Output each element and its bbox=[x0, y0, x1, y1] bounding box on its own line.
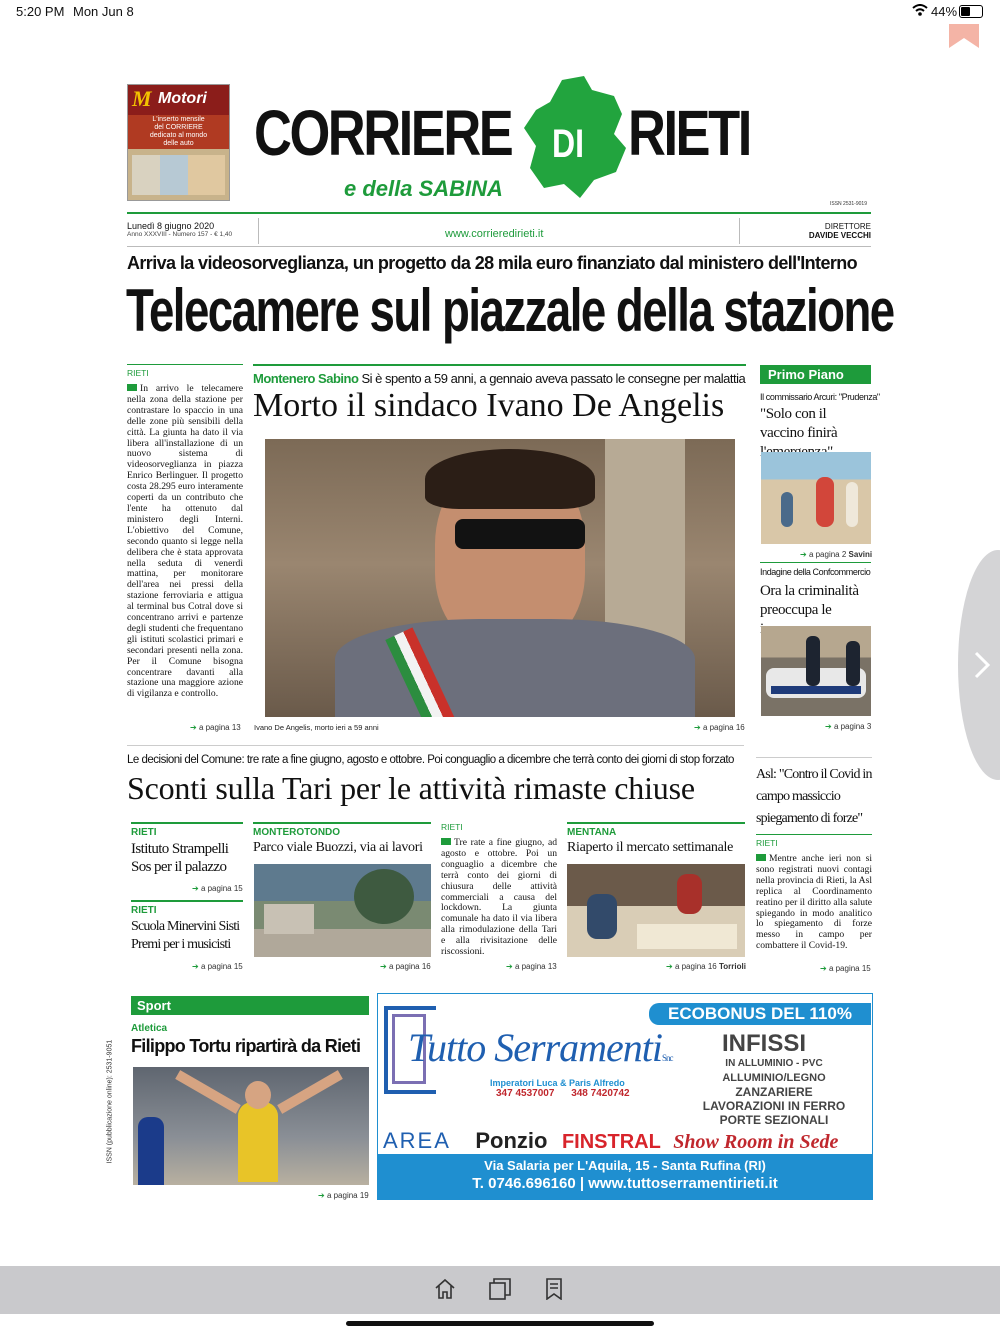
brief1-headline: Istituto Strampelli Sos per il palazzo bbox=[131, 841, 229, 875]
masthead-rieti: RIETI bbox=[628, 97, 750, 169]
sport-section: Atletica bbox=[131, 1023, 168, 1034]
tari-body: Tre rate a fine giugno, ad agosto e ottobre. Poi un conguaglio a dicembre che terrà conto dei giorni di chiusura delle attività commerciali a causa del lockdown. La giunta comunale ha dato il via libera alla rimodulazione della Tari e alla rivisitazione delle riscossioni. bbox=[441, 837, 557, 958]
motori-sub3: dedicato al mondo bbox=[149, 132, 208, 139]
brief1-ref[interactable]: ➔ a pagina 15 bbox=[192, 884, 243, 893]
status-bar bbox=[0, 0, 1000, 24]
tari-kicker[interactable]: Le decisioni del Comune: tre rate a fine giugno, agosto e ottobre. Poi conguaglio a dicembre che terrà conto dei giorni di stop forzato bbox=[127, 754, 734, 766]
arrow-right-icon: ➔ bbox=[666, 962, 675, 971]
brief-strampelli[interactable] bbox=[131, 822, 243, 876]
covid-body: Mentre anche ieri non si sono registrati nuovi contagi nella provincia di Rieti, la Asl replica al Coordinamento reatino per il diritto alla salute spiegando in modo analitico lo spiegamento di forze messo in campo per combattere il Covid-19. bbox=[756, 853, 872, 952]
brief4-ref[interactable]: ➔ a pagina 16 Torrioli bbox=[666, 962, 746, 971]
pp-story1-headline[interactable]: "Solo con il vaccino finirà bbox=[760, 406, 838, 441]
motori-logo-icon: M bbox=[132, 86, 152, 111]
brief1-section: RIETI bbox=[131, 827, 157, 838]
pp-story2-ref[interactable]: ➔ a pagina 3 bbox=[825, 722, 872, 731]
sport-ref[interactable]: ➔ a pagina 19 bbox=[318, 1191, 369, 1200]
lead-body: In arrivo le telecamere nella zona della stazione per contrastare lo spaccio in una delle zone più sensibili della città. La giunta ha dato il via libera all'installazione di un nuovo sistema di videosorveglianza in piazza Enrico Berlinguer. Il progetto costa 28.295 euro interamente coperti da un contributo che l'ente ha ottenuto dal ministero degli Interni. L'obiettivo del Comune, secondo quanto si legge nella delibera che è stata approvata nella seduta di venerdì mattina, per monitorare dell'area nei pressi della stazione ferroviaria e attigua al terminal bus Cotral dove si concentrano arrivi e partenze degli studenti che frequentano gli istituti scolastici primari e secondari presenti nella zona. Per il Comune bisogna concentrare davanti alla stazione una maggiore azione di vigilanza e controllo. bbox=[127, 383, 243, 700]
arrow-right-icon: ➔ bbox=[192, 962, 201, 971]
issue-date: Lunedì 8 giugno 2020 bbox=[127, 221, 215, 231]
ad-line2: ALLUMINIO/LEGNO bbox=[722, 1072, 826, 1084]
masthead bbox=[254, 76, 794, 206]
advertisement-tutto-serramenti[interactable] bbox=[377, 993, 873, 1200]
tari-section: RIETI bbox=[441, 822, 463, 832]
ad-showroom: Show Room in Sede bbox=[673, 1131, 839, 1153]
ad-line5: PORTE SEZIONALI bbox=[719, 1113, 829, 1127]
brief3-ref[interactable]: ➔ a pagina 16 bbox=[380, 962, 431, 971]
arrow-right-icon: ➔ bbox=[192, 884, 201, 893]
motori-sub4: delle auto bbox=[163, 140, 194, 147]
sport-photo[interactable] bbox=[133, 1067, 369, 1185]
brief2-headline: Scuola Minervini Sisti Premi per i musicisti bbox=[131, 919, 240, 952]
ad-phone-web: T. 0746.696160 | www.tuttoserramentirieti.it bbox=[472, 1175, 778, 1192]
masthead-di: DI bbox=[552, 122, 584, 166]
lead-headline[interactable]: Telecamere sul piazzale della stazione bbox=[126, 277, 894, 344]
brief2-ref[interactable]: ➔ a pagina 15 bbox=[192, 962, 243, 971]
covid-article[interactable] bbox=[756, 757, 872, 952]
ad-owners: Imperatori Luca & Paris Alfredo bbox=[490, 1078, 625, 1088]
sport-article[interactable] bbox=[131, 996, 369, 1057]
bottom-toolbar bbox=[0, 1266, 1000, 1314]
arrow-right-icon: ➔ bbox=[190, 723, 199, 732]
sport-headline: Filippo Tortu ripartirà da Rieti bbox=[131, 1036, 361, 1056]
ad-line4: LAVORAZIONI IN FERRO bbox=[702, 1099, 846, 1113]
ad-brand: Tutto Serramenti bbox=[408, 1025, 663, 1070]
ad-infissi: INFISSI bbox=[722, 1030, 807, 1057]
lead-kicker[interactable]: Arriva la videosorveglianza, un progetto da 28 mila euro finanziato dal ministero dell'Interno bbox=[127, 253, 858, 273]
sindaco-ref[interactable]: ➔ a pagina 16 bbox=[694, 723, 745, 732]
brief-mentana[interactable] bbox=[567, 822, 745, 857]
battery-icon bbox=[959, 5, 983, 18]
ad-logo-ponzio: Ponzio bbox=[475, 1128, 548, 1153]
wifi-icon bbox=[912, 4, 928, 19]
status-date: Mon Jun 8 bbox=[73, 4, 134, 19]
brief3-headline: Parco viale Buozzi, via ai lavori bbox=[253, 840, 423, 855]
sport-label: Sport bbox=[131, 996, 369, 1015]
primo-piano-label: Primo Piano bbox=[760, 365, 871, 384]
masthead-subtitle: e della SABINA bbox=[344, 176, 503, 201]
sindaco-photo[interactable] bbox=[265, 439, 735, 717]
chevron-right-icon bbox=[972, 650, 992, 680]
arrow-right-icon: ➔ bbox=[825, 722, 834, 731]
ad-brand-suffix: Snc bbox=[662, 1053, 673, 1063]
brief3-section: MONTEROTONDO bbox=[253, 827, 341, 838]
primo-piano-column bbox=[760, 365, 880, 462]
pages-icon[interactable] bbox=[488, 1278, 512, 1305]
covid-ref[interactable]: ➔ a pagina 15 bbox=[820, 964, 871, 973]
ad-address: Via Salaria per L'Aquila, 15 - Santa Rufina (RI) bbox=[484, 1158, 766, 1173]
bullet-square-icon bbox=[756, 854, 766, 861]
battery-percent: 44% bbox=[931, 4, 958, 19]
website-link[interactable]: www.corrieredirieti.it bbox=[445, 228, 544, 240]
masthead-corriere: CORRIERE bbox=[254, 97, 512, 169]
next-page-tab[interactable] bbox=[958, 550, 1000, 780]
sindaco-kicker: Si è spento a 59 anni, a gennaio aveva passato le consegne per malattia bbox=[361, 371, 746, 386]
director-label: DIRETTORE bbox=[824, 222, 871, 231]
arrow-right-icon: ➔ bbox=[694, 723, 703, 732]
bookmark-ribbon-icon[interactable] bbox=[949, 24, 979, 53]
brief3-photo[interactable] bbox=[254, 864, 431, 957]
bullet-square-icon bbox=[441, 838, 451, 845]
bullet-square-icon bbox=[127, 384, 137, 391]
motori-title: Motori bbox=[158, 90, 207, 107]
ad-phone1: 347 4537007 bbox=[496, 1088, 555, 1099]
lead-article[interactable] bbox=[127, 364, 243, 700]
dateline-bar bbox=[127, 212, 871, 247]
side-issn: ISSN (pubblicazione online): 2531-9051 bbox=[106, 1039, 114, 1164]
pp-story2-kicker[interactable]: Indagine della Confcommercio bbox=[760, 567, 871, 577]
covid-headline: Asl: "Contro il Covid in campo massiccio spiegamento di forze" bbox=[756, 767, 872, 826]
ad-phone2: 348 7420742 bbox=[571, 1088, 630, 1099]
issue-number: Anno XXXVIII - Numero 157 - € 1,40 bbox=[127, 231, 233, 238]
brief-minervini[interactable] bbox=[131, 900, 243, 954]
pp-story1-photo[interactable] bbox=[761, 452, 871, 544]
sindaco-article[interactable] bbox=[253, 364, 746, 424]
brief-monterotondo[interactable] bbox=[253, 822, 431, 857]
home-indicator[interactable] bbox=[346, 1321, 654, 1326]
pp-story1-kicker[interactable]: Il commissario Arcuri: "Prudenza" bbox=[760, 392, 880, 402]
arrow-right-icon: ➔ bbox=[820, 964, 829, 973]
pp-story2-photo[interactable] bbox=[761, 626, 871, 716]
lead-section: RIETI bbox=[127, 368, 149, 378]
brief4-headline: Riaperto il mercato settimanale bbox=[567, 840, 734, 855]
motori-insert-box[interactable] bbox=[127, 84, 230, 201]
ad-logo-area: AREA bbox=[383, 1128, 451, 1153]
sindaco-caption: Ivano De Angelis, morto ieri a 59 anni bbox=[254, 723, 379, 732]
motori-sub2: del CORRIERE bbox=[154, 124, 203, 131]
pp-story2-headline[interactable]: Ora la criminalità preoccupa le bbox=[760, 583, 859, 618]
director-name: DAVIDE VECCHI bbox=[808, 231, 871, 240]
brief4-photo[interactable] bbox=[567, 864, 745, 957]
tari-article[interactable] bbox=[441, 822, 557, 958]
masthead-issn: ISSN 2531-9019 bbox=[830, 201, 867, 207]
brief2-section: RIETI bbox=[131, 905, 157, 916]
arrow-right-icon: ➔ bbox=[506, 962, 515, 971]
tari-ref[interactable]: ➔ a pagina 13 bbox=[506, 962, 557, 971]
motori-cover-thumbnails bbox=[132, 155, 225, 195]
ad-ecobonus: ECOBONUS DEL 110% bbox=[649, 1003, 871, 1025]
ad-line1: IN ALLUMINIO - PVC bbox=[725, 1058, 823, 1069]
lead-ref[interactable]: ➔ a pagina 13 bbox=[190, 723, 241, 732]
arrow-right-icon: ➔ bbox=[318, 1191, 327, 1200]
bookmarks-icon[interactable] bbox=[545, 1278, 563, 1305]
sindaco-headline: Morto il sindaco Ivano De Angelis bbox=[253, 387, 725, 424]
home-icon[interactable] bbox=[434, 1278, 456, 1305]
motori-sub1: L'inserto mensile bbox=[152, 116, 205, 123]
ad-logo-finstral: FINSTRAL bbox=[561, 1131, 661, 1153]
ad-line3: ZANZARIERE bbox=[735, 1085, 813, 1099]
arrow-right-icon: ➔ bbox=[800, 550, 809, 559]
arrow-right-icon: ➔ bbox=[380, 962, 389, 971]
pp-story1-ref[interactable]: ➔ a pagina 2 Savini bbox=[800, 550, 873, 559]
tari-headline[interactable]: Sconti sulla Tari per le attività rimaste chiuse bbox=[127, 770, 695, 806]
sindaco-kicker-place: Montenero Sabino bbox=[253, 371, 359, 386]
covid-section: RIETI bbox=[756, 838, 778, 848]
status-time: 5:20 PM bbox=[16, 4, 65, 19]
brief4-section: MENTANA bbox=[567, 827, 617, 838]
